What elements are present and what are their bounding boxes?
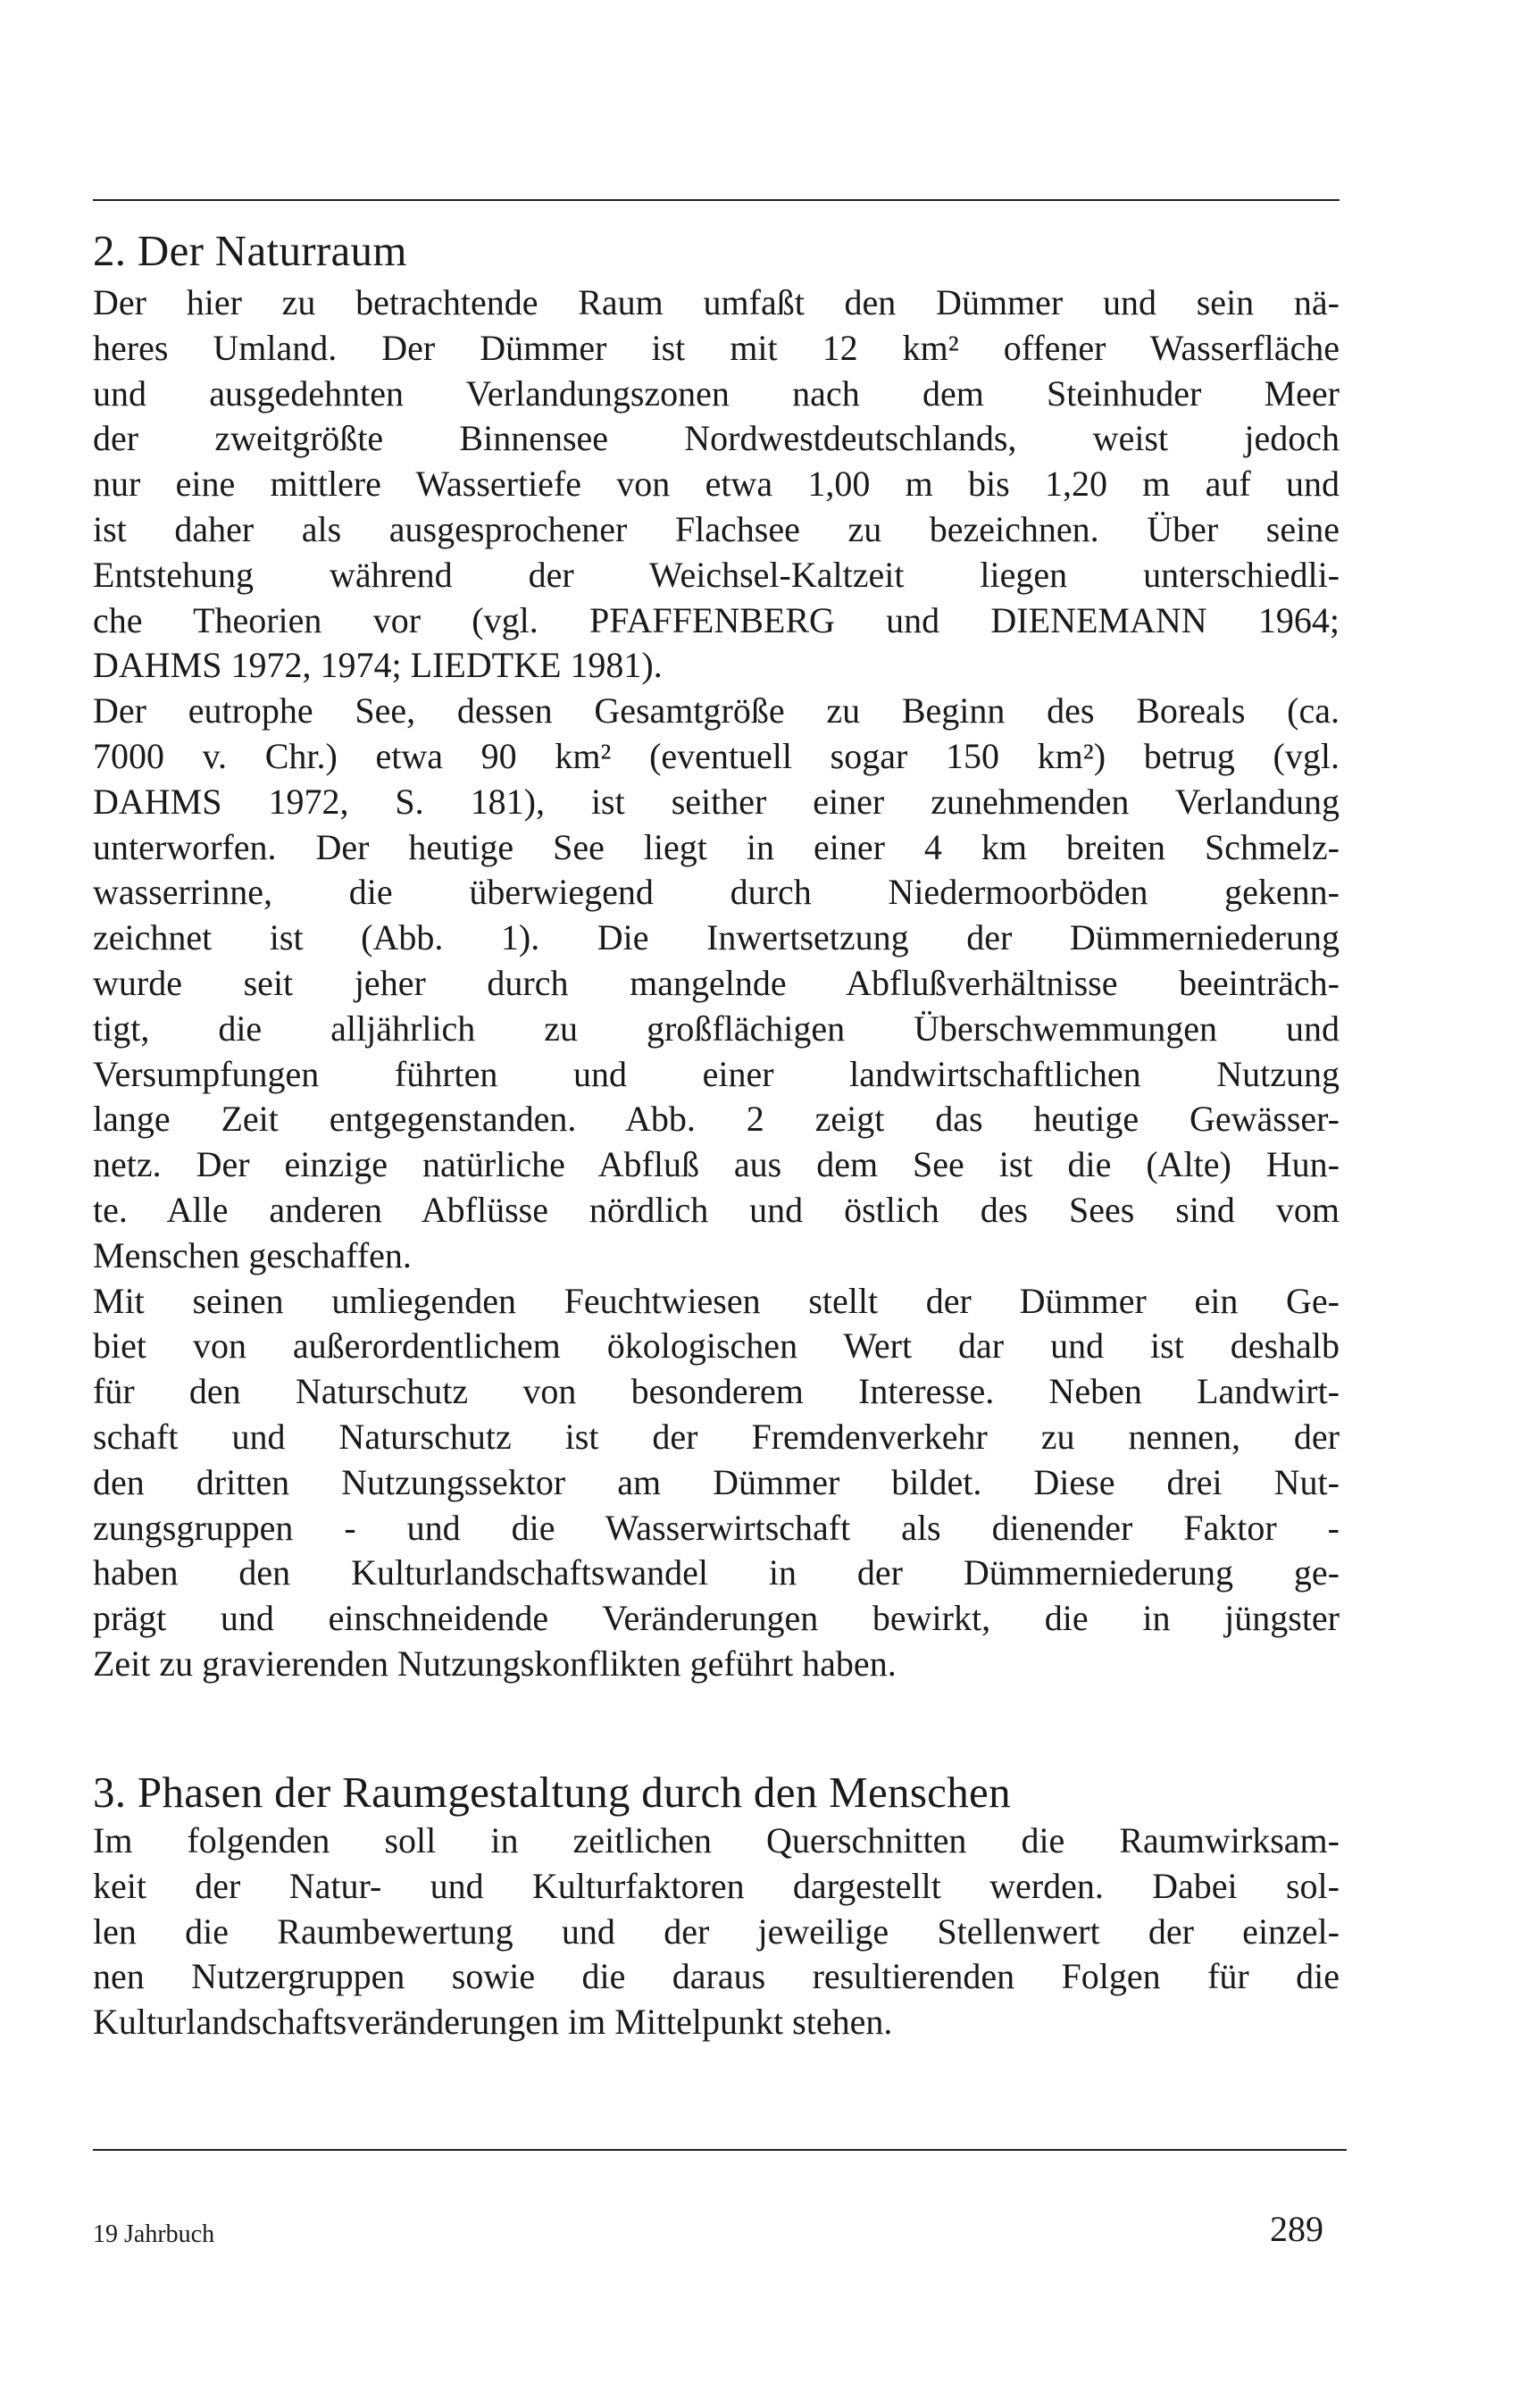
text-line: nur eine mittlere Wassertiefe von etwa 1,00 m bis 1,20 m auf und	[93, 464, 1340, 505]
text-line: lange Zeit entgegenstanden. Abb. 2 zeigt das heutige Gewässer-	[93, 1099, 1340, 1140]
section-2-body	[93, 280, 1340, 1687]
bottom-rule	[93, 2149, 1347, 2151]
text-line: wurde seit jeher durch mangelnde Abflußverhältnisse beeinträch-	[93, 962, 1340, 1003]
text-line: Der eutrophe See, dessen Gesamtgröße zu Beginn des Boreals (ca.	[93, 690, 1340, 732]
text-line: netz. Der einzige natürliche Abfluß aus dem See ist die (Alte) Hun-	[93, 1144, 1340, 1185]
text-line: Im folgenden soll in zeitlichen Querschnitten die Raumwirksam-	[93, 1820, 1340, 1860]
text-line: DAHMS 1972, S. 181), ist seither einer zunehmenden Verlandung	[93, 781, 1340, 822]
text-line: nen Nutzergruppen sowie die daraus resultierenden Folgen für die	[93, 1956, 1340, 1997]
section-2-heading: 2. Der Naturraum	[93, 226, 407, 275]
text-line: Kulturlandschaftsveränderungen im Mittelpunkt stehen.	[93, 2002, 893, 2043]
text-line: biet von außerordentlichem ökologischen Wert dar und ist deshalb	[93, 1325, 1340, 1367]
text-line: keit der Natur- und Kulturfaktoren dargestellt werden. Dabei sol-	[93, 1865, 1340, 1906]
text-line: ist daher als ausgesprochener Flachsee zu bezeichnen. Über seine	[93, 508, 1340, 549]
text-line: wasserrinne, die überwiegend durch Niedermoorböden gekenn-	[93, 872, 1340, 913]
text-line: schaft und Naturschutz ist der Fremdenverkehr zu nennen, der	[93, 1416, 1340, 1457]
section-3-body	[93, 1819, 1340, 2045]
text-line: Mit seinen umliegenden Feuchtwiesen stellt der Dümmer ein Ge-	[93, 1280, 1340, 1321]
text-line: und ausgedehnten Verlandungszonen nach dem Steinhuder Meer	[93, 372, 1340, 414]
text-line: 7000 v. Chr.) etwa 90 km² (eventuell sogar 150 km²) betrug (vgl.	[93, 735, 1340, 776]
text-line: zungsgruppen - und die Wasserwirtschaft als dienender Faktor -	[93, 1507, 1340, 1548]
text-line: che Theorien vor (vgl. PFAFFENBERG und DIENEMANN 1964;	[93, 599, 1340, 640]
text-line: Zeit zu gravierenden Nutzungskonflikten geführt haben.	[93, 1643, 897, 1684]
text-line: Menschen geschaffen.	[93, 1234, 412, 1275]
text-line: te. Alle anderen Abflüsse nördlich und östlich des Sees sind vom	[93, 1189, 1340, 1230]
footer-signature: 19 Jahrbuch	[93, 2220, 215, 2248]
text-line: tigt, die alljährlich zu großflächigen Überschwemmungen und	[93, 1008, 1340, 1049]
page-number: 289	[1270, 2209, 1323, 2249]
text-line: haben den Kulturlandschaftswandel in der Dümmerniederung ge-	[93, 1552, 1340, 1593]
text-line: Entstehung während der Weichsel-Kaltzeit liegen unterschiedli-	[93, 554, 1340, 595]
section-3-heading: 3. Phasen der Raumgestaltung durch den Menschen	[93, 1768, 1011, 1817]
text-line: den dritten Nutzungssektor am Dümmer bildet. Diese drei Nut-	[93, 1461, 1340, 1502]
top-rule	[93, 199, 1340, 201]
text-line: unterworfen. Der heutige See liegt in einer 4 km breiten Schmelz-	[93, 826, 1340, 867]
text-line: der zweitgrößte Binnensee Nordwestdeutschlands, weist jedoch	[93, 418, 1340, 459]
text-line: Der hier zu betrachtende Raum umfaßt den Dümmer und sein nä-	[93, 282, 1340, 322]
text-line: Versumpfungen führten und einer landwirtschaftlichen Nutzung	[93, 1053, 1340, 1094]
text-line: für den Naturschutz von besonderem Interesse. Neben Landwirt-	[93, 1371, 1340, 1412]
text-line: heres Umland. Der Dümmer ist mit 12 km² offener Wasserfläche	[93, 327, 1340, 368]
text-line: len die Raumbewertung und der jeweilige Stellenwert der einzel-	[93, 1911, 1340, 1952]
text-line: zeichnet ist (Abb. 1). Die Inwertsetzung der Dümmerniederung	[93, 917, 1340, 958]
text-line: prägt und einschneidende Veränderungen bewirkt, die in jüngster	[93, 1598, 1340, 1639]
text-line: DAHMS 1972, 1974; LIEDTKE 1981).	[93, 645, 663, 686]
